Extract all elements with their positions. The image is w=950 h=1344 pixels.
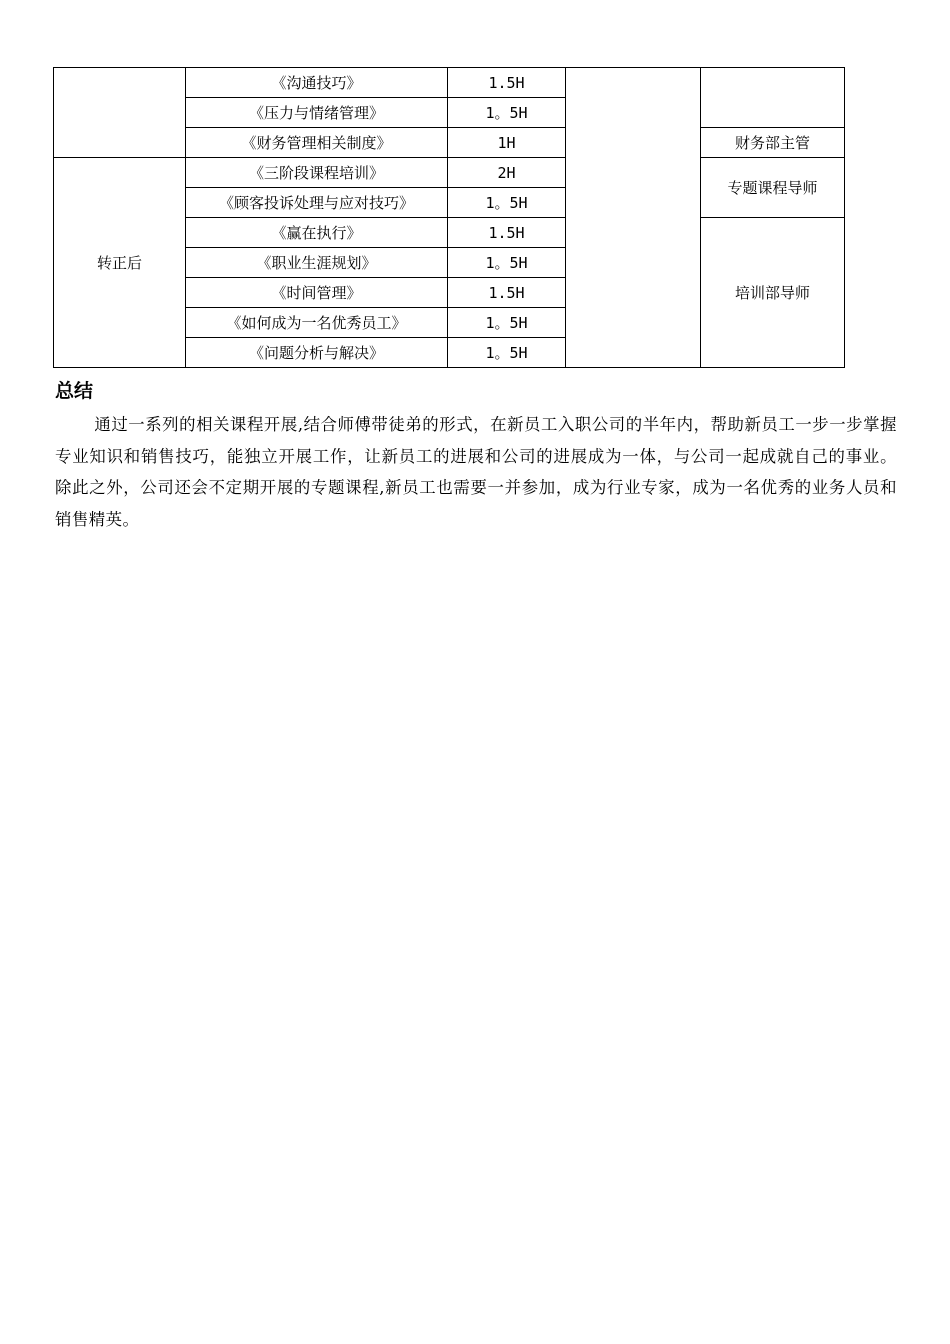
table-row xyxy=(54,68,845,98)
course-name: 《压力与情绪管理》 xyxy=(186,98,448,128)
training-schedule-table xyxy=(53,67,845,368)
course-name: 《时间管理》 xyxy=(186,278,448,308)
table-row xyxy=(54,158,845,188)
course-name: 《职业生涯规划》 xyxy=(186,248,448,278)
stage-cell-empty xyxy=(54,68,186,158)
course-hours: 1。5H xyxy=(448,248,566,278)
course-name: 《财务管理相关制度》 xyxy=(186,128,448,158)
course-hours: 1。5H xyxy=(448,98,566,128)
course-hours: 2H xyxy=(448,158,566,188)
instructor-training: 培训部导师 xyxy=(701,218,845,368)
blank-column-cell xyxy=(566,68,701,368)
course-hours: 1。5H xyxy=(448,308,566,338)
instructor-special-course: 专题课程导师 xyxy=(701,158,845,218)
instructor-finance: 财务部主管 xyxy=(701,128,845,158)
course-hours: 1H xyxy=(448,128,566,158)
course-name: 《问题分析与解决》 xyxy=(186,338,448,368)
summary-heading: 总结 xyxy=(55,380,94,402)
instructor-cell-empty xyxy=(701,68,845,128)
course-name: 《赢在执行》 xyxy=(186,218,448,248)
course-hours: 1。5H xyxy=(448,188,566,218)
course-hours: 1。5H xyxy=(448,338,566,368)
course-name: 《如何成为一名优秀员工》 xyxy=(186,308,448,338)
course-name: 《三阶段课程培训》 xyxy=(186,158,448,188)
course-hours: 1.5H xyxy=(448,218,566,248)
stage-after-probation: 转正后 xyxy=(54,158,186,368)
course-hours: 1.5H xyxy=(448,68,566,98)
course-hours: 1.5H xyxy=(448,278,566,308)
course-name: 《顾客投诉处理与应对技巧》 xyxy=(186,188,448,218)
course-name: 《沟通技巧》 xyxy=(186,68,448,98)
summary-paragraph: 通过一系列的相关课程开展,结合师傅带徒弟的形式，在新员工入职公司的半年内，帮助新员工一步一步掌握专业知识和销售技巧，能独立开展工作，让新员工的进展和公司的进展成为一体，与公司一起成就自己的事业。除此之外，公司还会不定期开展的专题课程,新员工也需要一并参加，成为行业专家，成为一名优秀的业务人员和销售精英。 xyxy=(55,415,897,529)
